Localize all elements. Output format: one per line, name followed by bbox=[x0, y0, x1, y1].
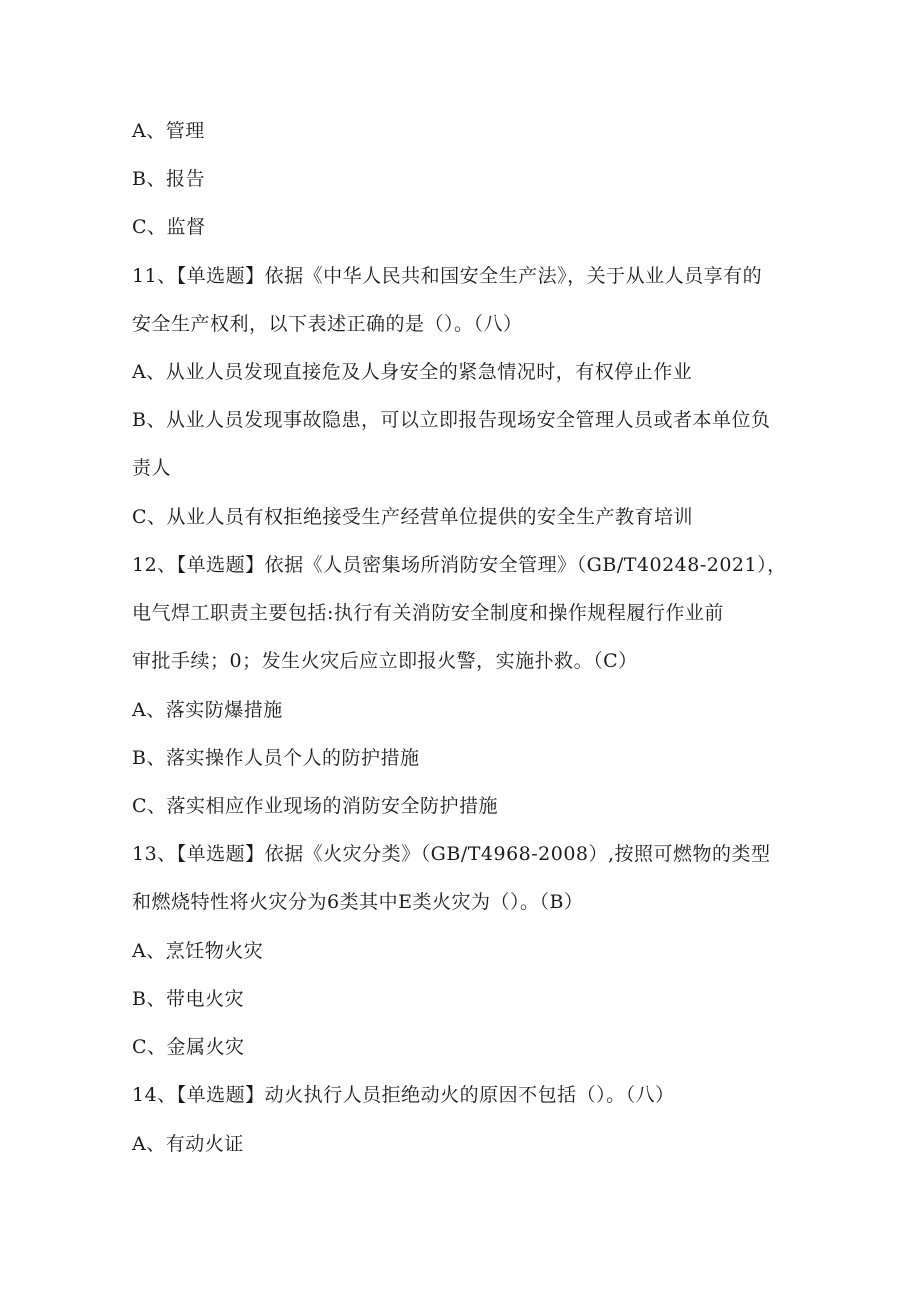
question-13-line-1: 13、【单选题】依据《火灾分类》（GB/T4968-2008）,按照可燃物的类型 bbox=[132, 843, 771, 865]
question-12-line-1: 12、【单选题】依据《人员密集场所消防安全管理》（GB/T40248-2021）， bbox=[132, 554, 787, 576]
question-13-line-2: 和燃烧特性将火灾分为6类其中E类火灾为（）。（B） bbox=[132, 891, 584, 913]
question-12-line-2: 电气焊工职责主要包括:执行有关消防安全制度和操作规程履行作业前 bbox=[132, 602, 724, 624]
option-c-q13: C、金属火灾 bbox=[132, 1036, 245, 1058]
option-a-q10: A、管理 bbox=[132, 120, 205, 142]
option-a-q13: A、烹饪物火灾 bbox=[132, 940, 264, 962]
option-a-q14: A、有动火证 bbox=[132, 1133, 244, 1155]
option-b-q10: B、报告 bbox=[132, 168, 205, 190]
option-b-q12: B、落实操作人员个人的防护措施 bbox=[132, 747, 420, 769]
option-b-q11-line-2: 责人 bbox=[132, 457, 172, 479]
option-c-q12: C、落实相应作业现场的消防安全防护措施 bbox=[132, 795, 499, 817]
option-a-q12: A、落实防爆措施 bbox=[132, 699, 283, 721]
question-14-line-1: 14、【单选题】动火执行人员拒绝动火的原因不包括（）。（八） bbox=[132, 1084, 675, 1106]
option-b-q13: B、带电火灾 bbox=[132, 988, 244, 1010]
option-a-q11: A、从业人员发现直接危及人身安全的紧急情况时，有权停止作业 bbox=[132, 361, 693, 383]
option-c-q10: C、监督 bbox=[132, 216, 206, 238]
question-11-line-1: 11、【单选题】依据《中华人民共和国安全生产法》，关于从业人员享有的 bbox=[132, 265, 763, 287]
option-c-q11: C、从业人员有权拒绝接受生产经营单位提供的安全生产教育培训 bbox=[132, 506, 694, 528]
question-11-line-2: 安全生产权利，以下表述正确的是（）。（八） bbox=[132, 313, 523, 335]
option-b-q11-line-1: B、从业人员发现事故隐患，可以立即报告现场安全管理人员或者本单位负 bbox=[132, 409, 771, 431]
question-12-line-3: 审批手续；0；发生火灾后应立即报火警，实施扑救。（C） bbox=[132, 650, 638, 672]
